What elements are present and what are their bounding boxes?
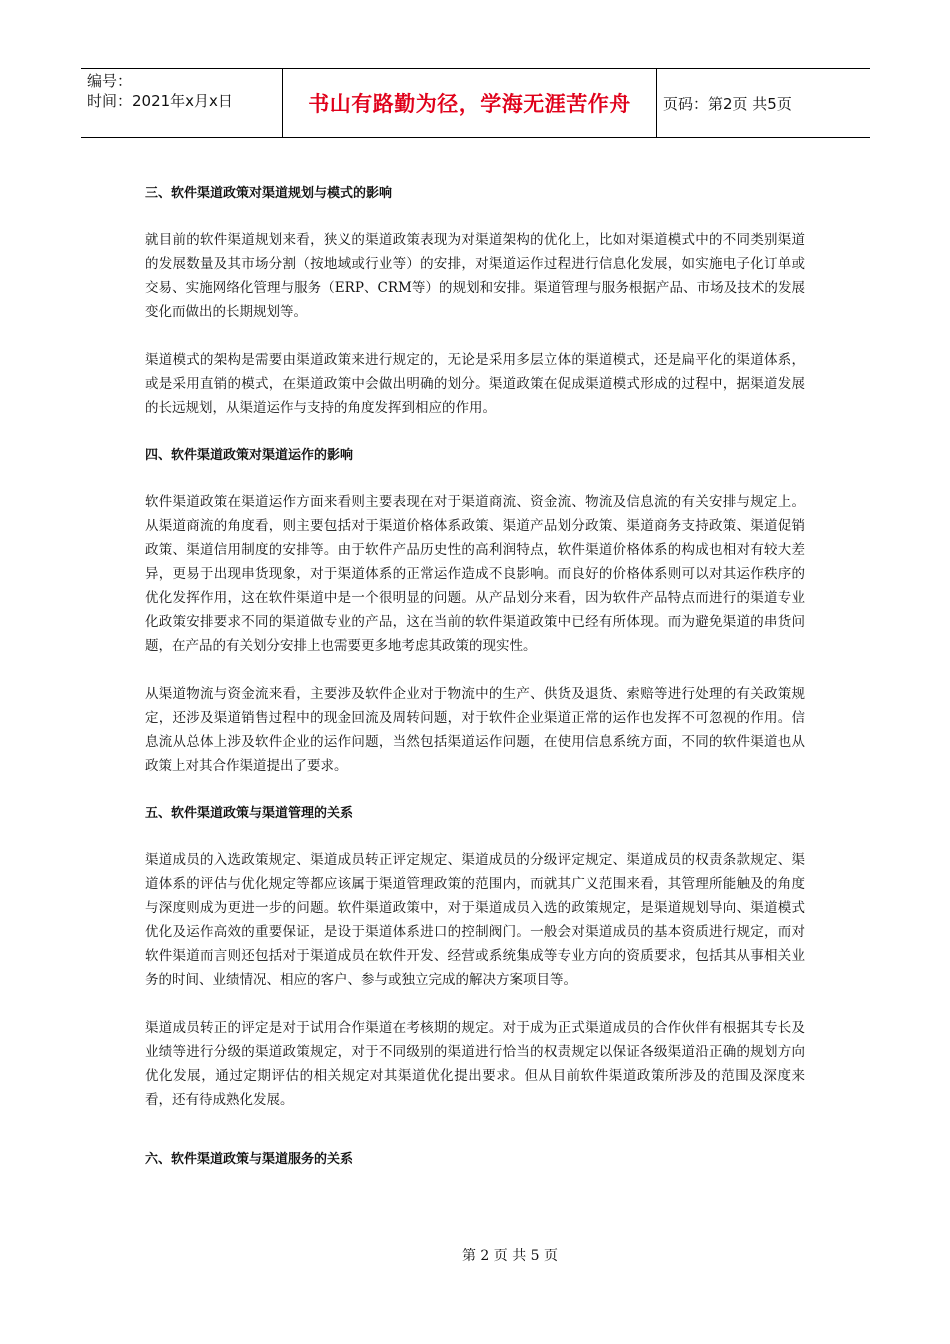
section-6 — [145, 1148, 805, 1172]
section-3 — [145, 182, 805, 420]
section-heading: 五、软件渠道政策与渠道管理的关系 — [145, 806, 354, 821]
section-4 — [145, 444, 805, 778]
paragraph: 从渠道物流与资金流来看，主要涉及软件企业对于物流中的生产、供货及退货、索赔等进行处理的有关政策规定，还涉及渠道销售过程中的现金回流及周转问题，对于软件企业渠道正常的运作也发挥不可忽视的作用。信息流从总体上涉及软件企业的运作问题，当然包括渠道运作问题，在使用信息系统方面，不同的软件渠道也从政策上对其合作渠道提出了要求。 — [145, 686, 805, 774]
paragraph: 软件渠道政策在渠道运作方面来看则主要表现在对于渠道商流、资金流、物流及信息流的有关安排与规定上。从渠道商流的角度看，则主要包括对于渠道价格体系政策、渠道产品划分政策、渠道商务支持政策、渠道促销政策、渠道信用制度的安排等。由于软件产品历史性的高利润特点，软件渠道价格体系的构成也相对有较大差异，更易于出现串货现象，对于渠道体系的正常运作造成不良影响。而良好的价格体系则可以对其运作秩序的优化发挥作用，这在软件渠道中是一个很明显的问题。从产品划分来看，因为软件产品特点而进行的渠道专业化政策安排要求不同的渠道做专业的产品，这在当前的软件渠道政策中已经有所体现。而为避免渠道的串货问题，在产品的有关划分安排上也需要更多地考虑其政策的现实性。 — [145, 494, 805, 654]
doc-time-label: 时间：2021年x月x日 — [87, 92, 233, 110]
paragraph: 渠道模式的架构是需要由渠道政策来进行规定的，无论是采用多层立体的渠道模式，还是扁平化的渠道体系，或是采用直销的模式，在渠道政策中会做出明确的划分。渠道政策在促成渠道模式形成的过程中，据渠道发展的长远规划，从渠道运作与支持的角度发挥到相应的作用。 — [145, 352, 805, 416]
section-heading: 三、软件渠道政策对渠道规划与模式的影响 — [145, 186, 393, 201]
header-motto: 书山有路勤为径，学海无涯苦作舟 — [283, 69, 657, 137]
page-footer: 第 2 页 共 5 页 — [461, 1248, 559, 1264]
section-heading: 四、软件渠道政策对渠道运作的影响 — [145, 448, 354, 463]
section-heading: 六、软件渠道政策与渠道服务的关系 — [145, 1152, 354, 1167]
doc-number-label: 编号： — [87, 72, 133, 90]
document-body — [145, 182, 805, 1194]
section-5 — [145, 802, 805, 1112]
header-meta — [81, 69, 283, 137]
header-page-label: 页码：第2页 共5页 — [663, 94, 792, 113]
paragraph: 就目前的软件渠道规划来看，狭义的渠道政策表现为对渠道架构的优化上，比如对渠道模式中的不同类别渠道的发展数量及其市场分割（按地域或行业等）的安排，对渠道运作过程进行信息化发展，如实施电子化订单或交易、实施网络化管理与服务（ERP、CRM等）的规划和安排。渠道管理与服务根据产品、市场及技术的发展变化而做出的长期规划等。 — [145, 232, 805, 320]
paragraph: 渠道成员转正的评定是对于试用合作渠道在考核期的规定。对于成为正式渠道成员的合作伙伴有根据其专长及业绩等进行分级的渠道政策规定，对于不同级别的渠道进行恰当的权责规定以保证各级渠道沿正确的规划方向优化发展，通过定期评估的相关规定对其渠道优化提出要求。但从目前软件渠道政策所涉及的范围及深度来看，还有待成熟化发展。 — [145, 1020, 805, 1108]
page-header — [81, 68, 870, 138]
paragraph: 渠道成员的入选政策规定、渠道成员转正评定规定、渠道成员的分级评定规定、渠道成员的权责条款规定、渠道体系的评估与优化规定等都应该属于渠道管理政策的范围内，而就其广义范围来看，其管理所能触及的角度与深度则成为更进一步的问题。软件渠道政策中，对于渠道成员入选的政策规定，是渠道规划导向、渠道模式优化及运作高效的重要保证，是设于渠道体系进口的控制阀门。一般会对渠道成员的基本资质进行规定，而对软件渠道而言则还包括对于渠道成员在软件开发、经营或系统集成等专业方向的资质要求，包括其从事相关业务的时间、业绩情况、相应的客户、参与或独立完成的解决方案项目等。 — [145, 852, 805, 988]
